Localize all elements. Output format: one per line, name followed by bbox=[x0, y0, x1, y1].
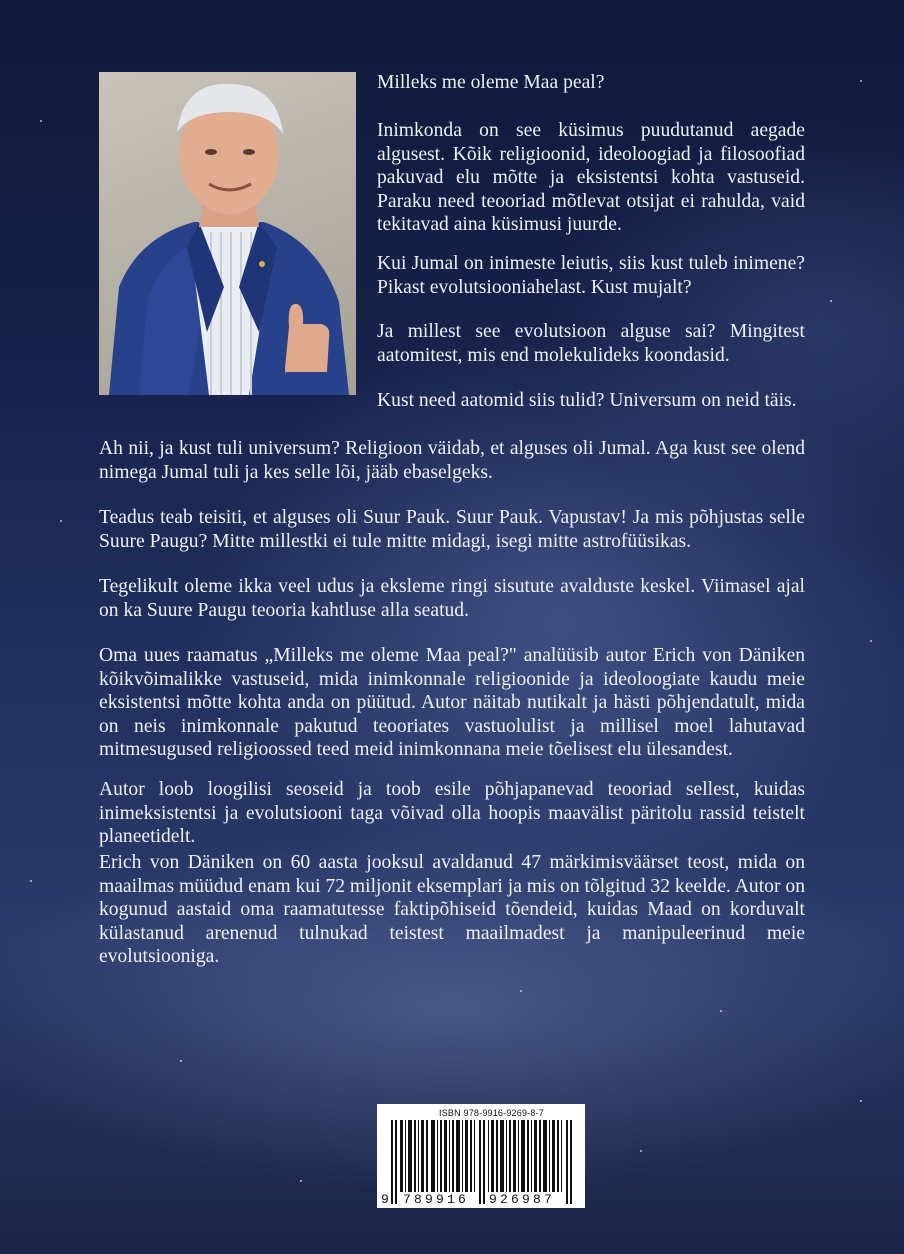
paragraph-1: Milleks me oleme Maa peal? bbox=[377, 72, 605, 93]
barcode-digit-first: 9 bbox=[381, 1192, 390, 1207]
paragraph-7: Teadus teab teisiti, et alguses oli Suur Pauk. Suur Pauk. Vapustav! Ja mis põhjustas selle Suure Paugu? Mitte millestki ei tule mitte midagi, isegi mitte astrofüüsikas. bbox=[99, 507, 805, 552]
paragraph-3: Kui Jumal on inimeste leiutis, siis kust tuleb inimene? Pikast evolutsiooniahelast. Kust mujalt? bbox=[377, 253, 805, 298]
paragraph-2: Inimkonda on see küsimus puudutanud aegade algusest. Kõik religioonid, ideoloogiad ja filosoofiad pakuvad elu mõtte ja eksistentsi kohta vastuseid. Paraku need teooriad mõtlevat otsijat ei rahulda, vaid tekitavad aina küsimusi juurde. bbox=[377, 120, 805, 235]
isbn-barcode bbox=[377, 1104, 585, 1208]
paragraph-4: Ja millest see evolutsioon alguse sai? Mingitest aatomitest, mis end molekulideks koondasid. bbox=[377, 321, 805, 366]
paragraph-10: Autor loob loogilisi seoseid ja toob esile põhjapanevad teooriad sellest, kuidas inimeksistentsi ja evolutsiooni taga võivad olla hoopis maavälist päritolu rassid teistelt planeetidelt. bbox=[99, 779, 805, 847]
paragraph-5: Kust need aatomid siis tulid? Universum on neid täis. bbox=[377, 390, 797, 411]
paragraph-6: Ah nii, ja kust tuli universum? Religioon väidab, et alguses oli Jumal. Aga kust see olend nimega Jumal tuli ja kes selle lõi, jääb ebaselgeks. bbox=[99, 438, 805, 483]
paragraph-11: Erich von Däniken on 60 aasta jooksul avaldanud 47 märkimisväärset teost, mida on maailmas müüdud enam kui 72 miljonit eksemplari ja mis on tõlgitud 32 keelde. Autor on kogunud aastaid oma raamatutesse faktipõhiseid tõendeid, kuidas Maad on korduvalt külastanud arenenud tulnukad teistest maailmadest ja manipuleerinud meie evolutsiooniga. bbox=[99, 852, 805, 967]
paragraph-8: Tegelikult oleme ikka veel udus ja eksleme ringi sisututе avalduste keskel. Viimasel ajal on ka Suure Paugu teooria kahtluse alla seatud. bbox=[99, 576, 805, 621]
author-photo bbox=[99, 72, 356, 395]
barcode-digits-right: 926987 bbox=[489, 1192, 556, 1207]
isbn-label: ISBN 978-9916-9269-8-7 bbox=[439, 1108, 544, 1118]
paragraph-9: Oma uues raamatus „Milleks me oleme Maa peal?" analüüsib autor Erich von Däniken kõikvõimalikke vastuseid, mida inimkonnale religioonide ja ideoloogiate kaudu meie eksistentsi mõtte kohta anda on püütud. Autor näitab nutikalt ja hästi põhjendatult, mida on neis inimkonnale pakutud teooriates vastuolulist ja millisel moel lahutavad mitmesugused religioossed teed meid inimkonnana meie tõelisest elu ülesandest. bbox=[99, 645, 805, 760]
barcode-digits-left: 789916 bbox=[403, 1192, 470, 1207]
